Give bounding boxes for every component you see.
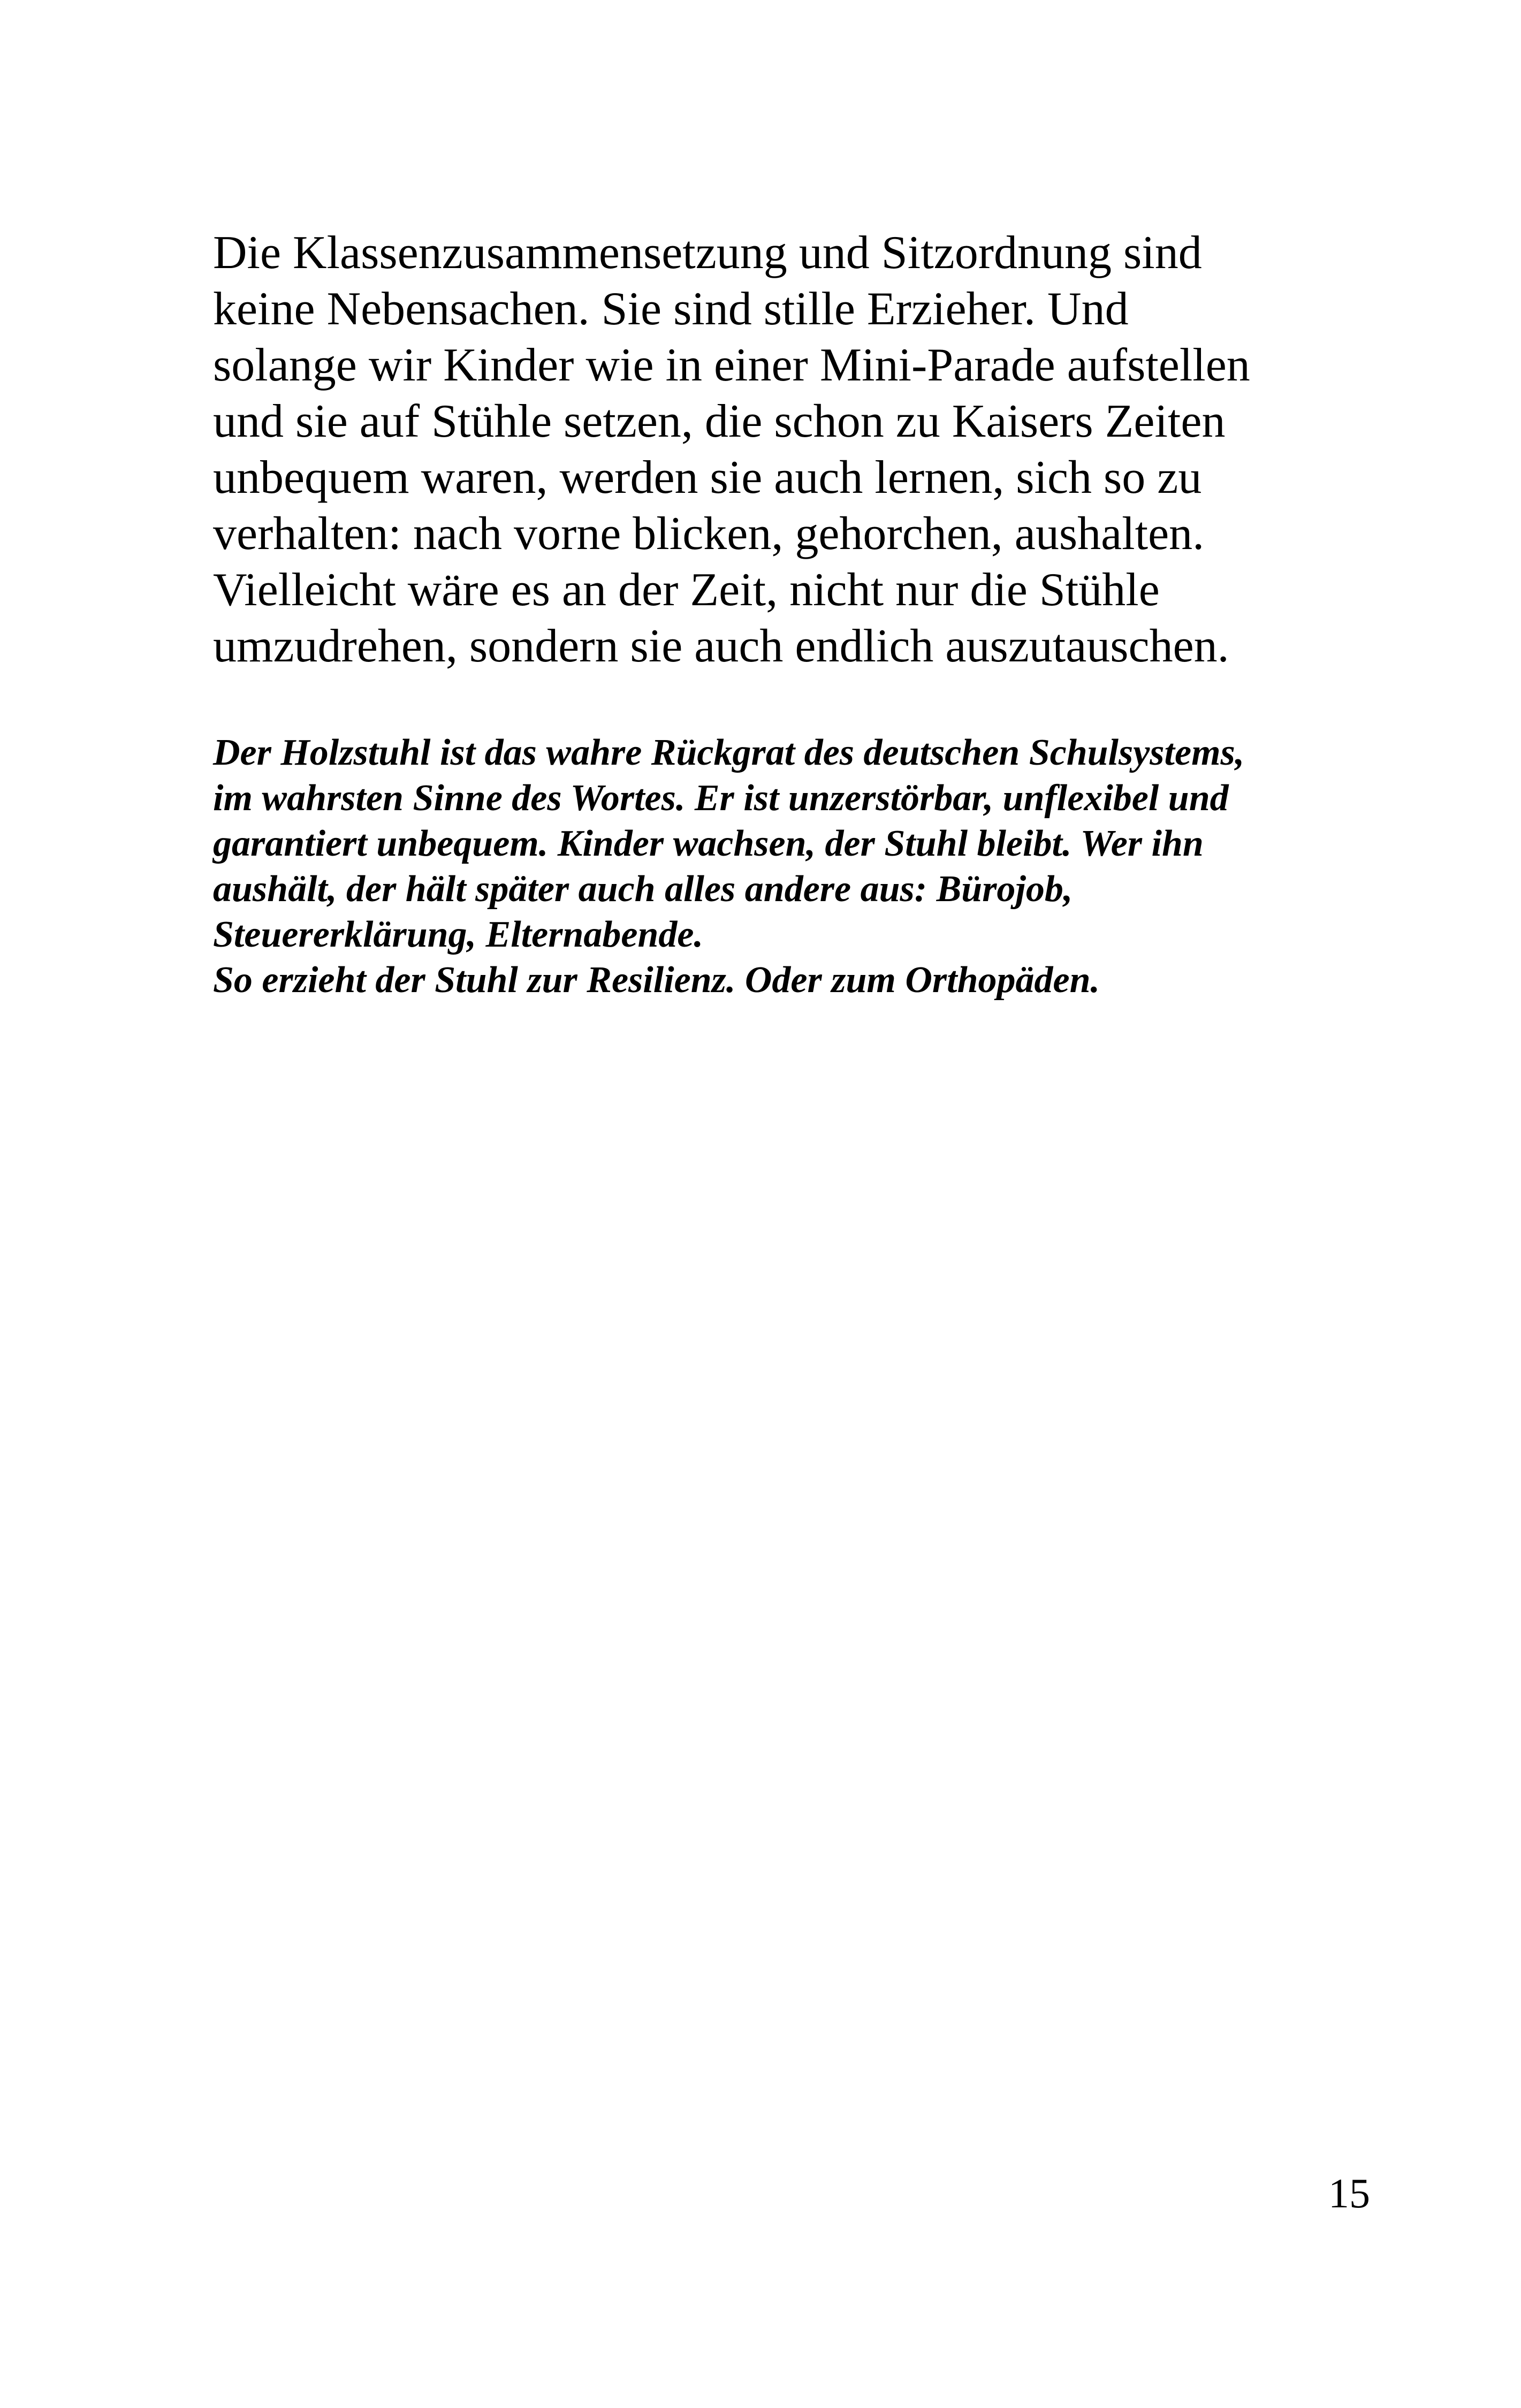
body-line: Vielleicht wäre es an der Zeit, nicht nur die Stühle	[213, 564, 1160, 616]
body-line: Die Klassenzusammensetzung und Sitzordnung sind	[213, 227, 1202, 279]
callout-line: So erzieht der Stuhl zur Resilienz. Oder zum Orthopäden.	[213, 959, 1100, 1001]
callout-line: im wahrsten Sinne des Wortes. Er ist unzerstörbar, unflexibel und	[213, 778, 1229, 819]
body-line: keine Nebensachen. Sie sind stille Erzieher. Und	[213, 283, 1129, 335]
body-line: und sie auf Stühle setzen, die schon zu Kaisers Zeiten	[213, 395, 1226, 447]
body-line: solange wir Kinder wie in einer Mini-Parade aufstellen	[213, 339, 1250, 391]
body-line: umzudrehen, sondern sie auch endlich auszutauschen.	[213, 620, 1229, 672]
body-paragraph	[213, 225, 1369, 674]
callout-line: garantiert unbequem. Kinder wachsen, der Stuhl bleibt. Wer ihn	[213, 823, 1204, 864]
callout-line: Der Holzstuhl ist das wahre Rückgrat des deutschen Schulsystems,	[213, 732, 1245, 773]
body-line: verhalten: nach vorne blicken, gehorchen, aushalten.	[213, 508, 1205, 560]
body-line: unbequem waren, werden sie auch lernen, sich so zu	[213, 452, 1202, 504]
callout-line: aushält, der hält später auch alles andere aus: Bürojob,	[213, 868, 1073, 910]
callout-line: Steuererklärung, Elternabende.	[213, 914, 703, 955]
italic-callout	[213, 730, 1369, 1003]
page-number: 15	[1328, 2170, 1370, 2216]
